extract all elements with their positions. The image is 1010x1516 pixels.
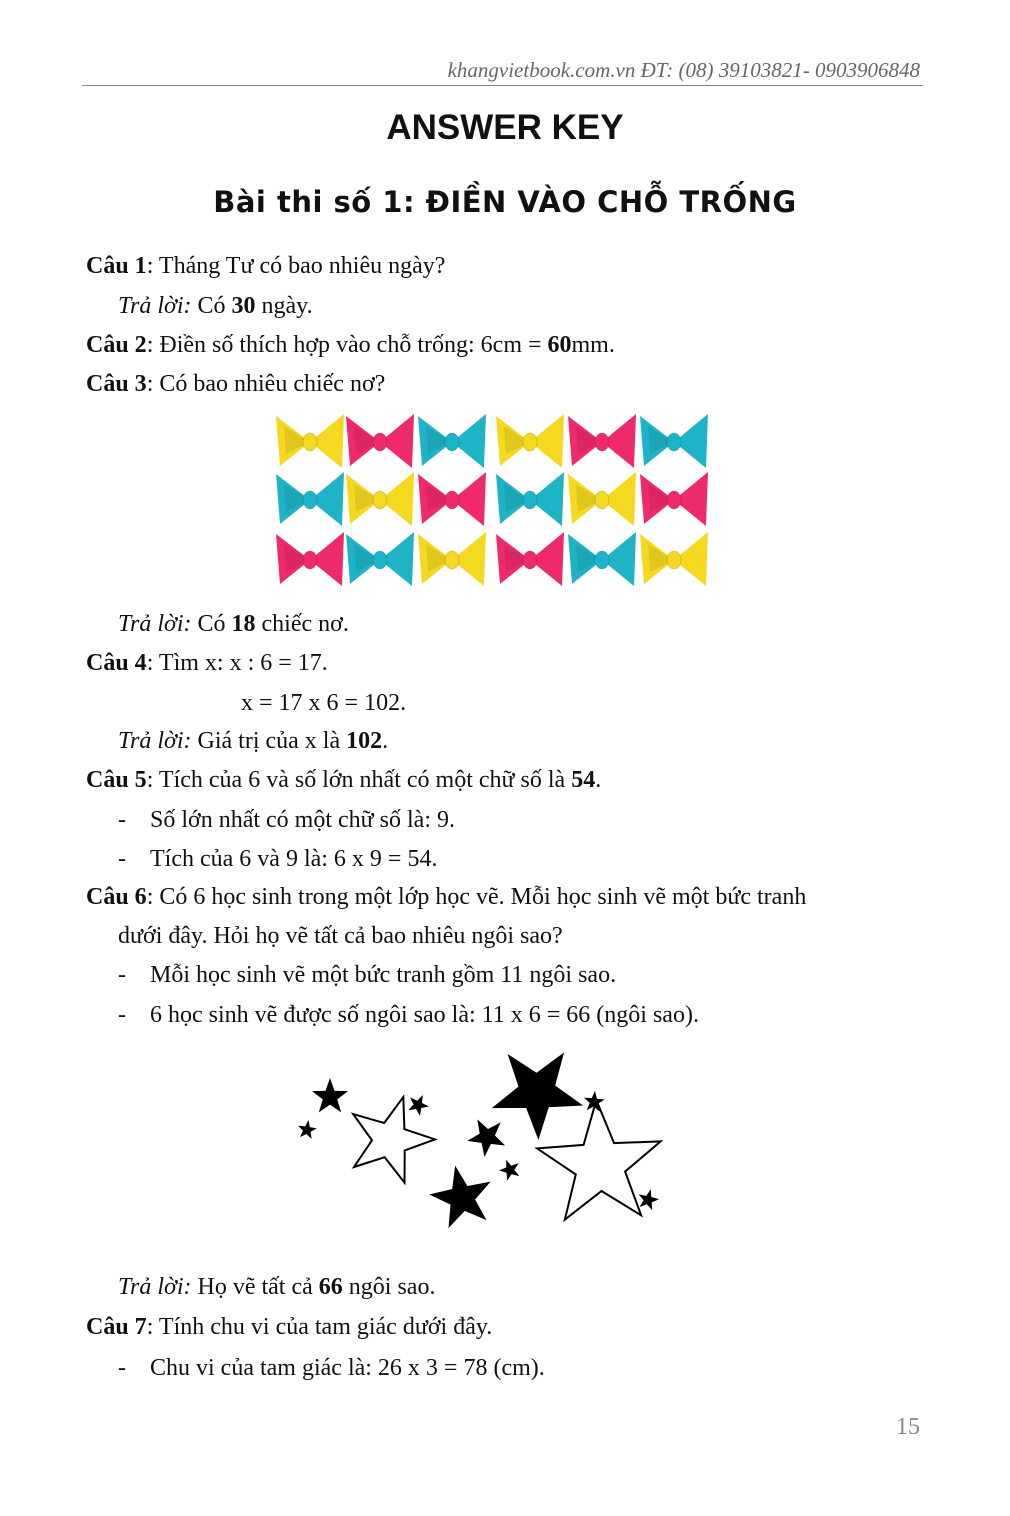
bullet-text: Mỗi học sinh vẽ một bức tranh gồm 11 ngôi sao. [150, 962, 617, 988]
answer-text: Có [191, 611, 232, 637]
outline-star-icon [353, 1097, 435, 1183]
question-text: . [595, 767, 602, 793]
bow-pink [568, 414, 636, 468]
outline-star-icon [537, 1100, 661, 1220]
question-6-continued: dưới đây. Hỏi họ vẽ tất cả bao nhiêu ngôi sao? [118, 923, 563, 949]
answer-text: . [382, 728, 389, 754]
answer-label: Trả lời: [118, 728, 192, 754]
question-label: Câu 6 [86, 884, 147, 910]
question-text: : Tìm x: x : 6 = 17. [146, 650, 328, 676]
question-text: : Có 6 học sinh trong một lớp học vẽ. Mỗi học sinh vẽ một bức tranh [146, 884, 807, 910]
answer-value: 102 [346, 728, 383, 754]
question-label: Câu 2 [86, 332, 147, 358]
question-text: mm. [571, 332, 615, 358]
question-label: Câu 4 [86, 650, 147, 676]
bullet-text: 6 học sinh vẽ được số ngôi sao là: 11 x 6 = 66 (ngôi sao). [150, 1002, 699, 1028]
bullet-item [118, 805, 455, 835]
question-3 [86, 369, 385, 399]
bullet-dash: - [118, 846, 126, 872]
question-text: : Tháng Tư có bao nhiêu ngày? [146, 253, 446, 279]
bow-pink [276, 532, 344, 586]
filled-star-icon [470, 1122, 502, 1154]
bullet-item [118, 1353, 545, 1383]
bow-cyan [568, 532, 636, 586]
answer-text: chiếc nơ. [255, 611, 349, 637]
question-6 [86, 882, 806, 912]
answer-text: Giá trị của x là [191, 728, 347, 754]
bow-yellow [346, 472, 414, 526]
filled-star-icon [411, 1098, 426, 1113]
answer-value: 60 [547, 332, 572, 358]
bow-pink [496, 532, 564, 586]
bow-cyan [496, 472, 564, 526]
answer-label: Trả lời: [118, 611, 192, 637]
bullet-dash: - [118, 962, 126, 988]
bullet-item [118, 1000, 699, 1030]
bow-yellow [568, 472, 636, 526]
question-4 [86, 648, 328, 678]
answer-text: Họ vẽ tất cả [191, 1274, 319, 1300]
bow-pink [346, 414, 414, 468]
header-rule [82, 85, 923, 86]
question-1 [86, 251, 445, 281]
answer-value: 18 [231, 611, 256, 637]
answer-text: ngôi sao. [342, 1274, 436, 1300]
bullet-text: Số lớn nhất có một chữ số là: 9. [150, 807, 456, 833]
question-label: Câu 3 [86, 371, 147, 397]
bows-image [270, 408, 720, 598]
question-5 [86, 765, 601, 795]
filled-star-icon [495, 1055, 581, 1137]
bullet-dash: - [118, 1355, 126, 1381]
answer-value: 54 [571, 767, 596, 793]
section-title: Bài thi số 1: ĐIỀN VÀO CHỖ TRỐNG [213, 185, 797, 219]
answer-text: ngày. [255, 293, 313, 319]
answer-value: 30 [231, 293, 256, 319]
bullet-text: Chu vi của tam giác là: 26 x 3 = 78 (cm). [150, 1355, 545, 1381]
answer-3 [118, 609, 349, 639]
stars-image [280, 1040, 680, 1250]
question-text: : Tính chu vi của tam giác dưới đây. [146, 1314, 493, 1340]
bow-yellow [418, 532, 486, 586]
answer-label: Trả lời: [118, 1274, 192, 1300]
question-label: Câu 1 [86, 253, 147, 279]
question-label: Câu 7 [86, 1314, 147, 1340]
filled-star-icon [641, 1192, 656, 1207]
bullet-dash: - [118, 1002, 126, 1028]
filled-star-icon [432, 1169, 488, 1226]
bow-cyan [640, 414, 708, 468]
bow-cyan [418, 414, 486, 468]
bow-cyan [276, 472, 344, 526]
question-7 [86, 1312, 492, 1342]
bow-pink [418, 472, 486, 526]
page-header: khangvietbook.com.vn ĐT: (08) 39103821- 0903906848 [447, 58, 920, 82]
bow-yellow [496, 414, 564, 468]
page-number: 15 [896, 1414, 920, 1440]
bow-yellow [276, 414, 344, 468]
question-2 [86, 330, 615, 360]
bullet-dash: - [118, 807, 126, 833]
bow-pink [640, 472, 708, 526]
bow-cyan [346, 532, 414, 586]
answer-4 [118, 726, 388, 756]
answer-text: Có [191, 293, 232, 319]
page-title: ANSWER KEY [386, 108, 624, 147]
answer-6 [118, 1272, 435, 1302]
question-text: : Tích của 6 và số lớn nhất có một chữ số là [146, 767, 572, 793]
question-text: : Điền số thích hợp vào chỗ trống: 6cm = [146, 332, 548, 358]
filled-star-icon [301, 1123, 314, 1136]
filled-star-icon [315, 1081, 345, 1110]
answer-1 [118, 291, 313, 321]
bow-yellow [640, 532, 708, 586]
filled-star-icon [502, 1163, 517, 1178]
bullet-text: Tích của 6 và 9 là: 6 x 9 = 54. [150, 846, 438, 872]
answer-label: Trả lời: [118, 293, 192, 319]
answer-value: 66 [318, 1274, 343, 1300]
bullet-item [118, 844, 437, 874]
question-label: Câu 5 [86, 767, 147, 793]
solution-step: x = 17 x 6 = 102. [241, 690, 407, 716]
question-text: : Có bao nhiêu chiếc nơ? [146, 371, 386, 397]
bullet-item [118, 960, 616, 990]
